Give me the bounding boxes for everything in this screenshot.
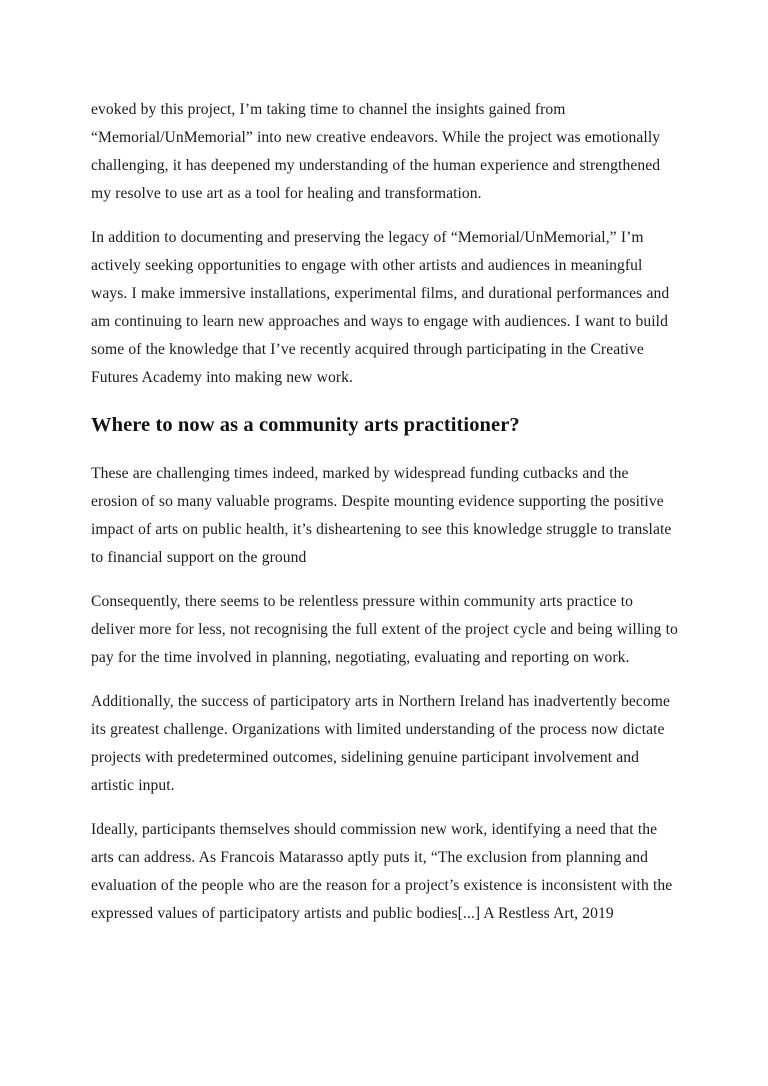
paragraph-in-addition-to-documenting: In addition to documenting and preserving the legacy of “Memorial/UnMemorial,” I’m actively seeking opportunities to engage with other artists and audiences in meaningful ways. I make immersive installations, experimental films, and durational performances and am continuing to learn new approaches and ways to engage with audiences. I want to build some of the knowledge that I’ve recently acquired through participating in the Creative Futures Academy into making new work. xyxy=(91,229,670,386)
paragraph-consequently-relentless-pressure: Consequently, there seems to be relentless pressure within community arts practice to deliver more for less, not recognising the full extent of the project cycle and being willing to pay for the time involved in planning, negotiating, evaluating and reporting on work. xyxy=(91,593,678,666)
paragraph-evoked-by-this-project: evoked by this project, I’m taking time to channel the insights gained from “Memorial/UnMemorial” into new creative endeavors. While the project was emotionally challenging, it has deepened my understanding of the human experience and strengthened my resolve to use art as a tool for healing and transformation. xyxy=(91,101,661,202)
document-body xyxy=(91,96,679,944)
paragraph-these-are-challenging-times: These are challenging times indeed, marked by widespread funding cutbacks and the erosion of so many valuable programs. Despite mounting evidence supporting the positive impact of arts on public health, it’s disheartening to see this knowledge struggle to translate to financial support on the ground xyxy=(91,465,672,566)
paragraph-ideally-participants-commission: Ideally, participants themselves should commission new work, identifying a need that the arts can address. As Francois Matarasso aptly puts it, “The exclusion from planning and evaluation of the people who are the reason for a project’s existence is inconsistent with the expressed values of participatory artists and public bodies[...] A Restless Art, 2019 xyxy=(91,821,673,922)
section-heading-where-to-now: Where to now as a community arts practitioner? xyxy=(91,414,520,436)
paragraph-additionally-participatory-arts: Additionally, the success of participatory arts in Northern Ireland has inadvertently become its greatest challenge. Organizations with limited understanding of the process now dictate projects with predetermined outcomes, sidelining genuine participant involvement and artistic input. xyxy=(91,693,670,794)
